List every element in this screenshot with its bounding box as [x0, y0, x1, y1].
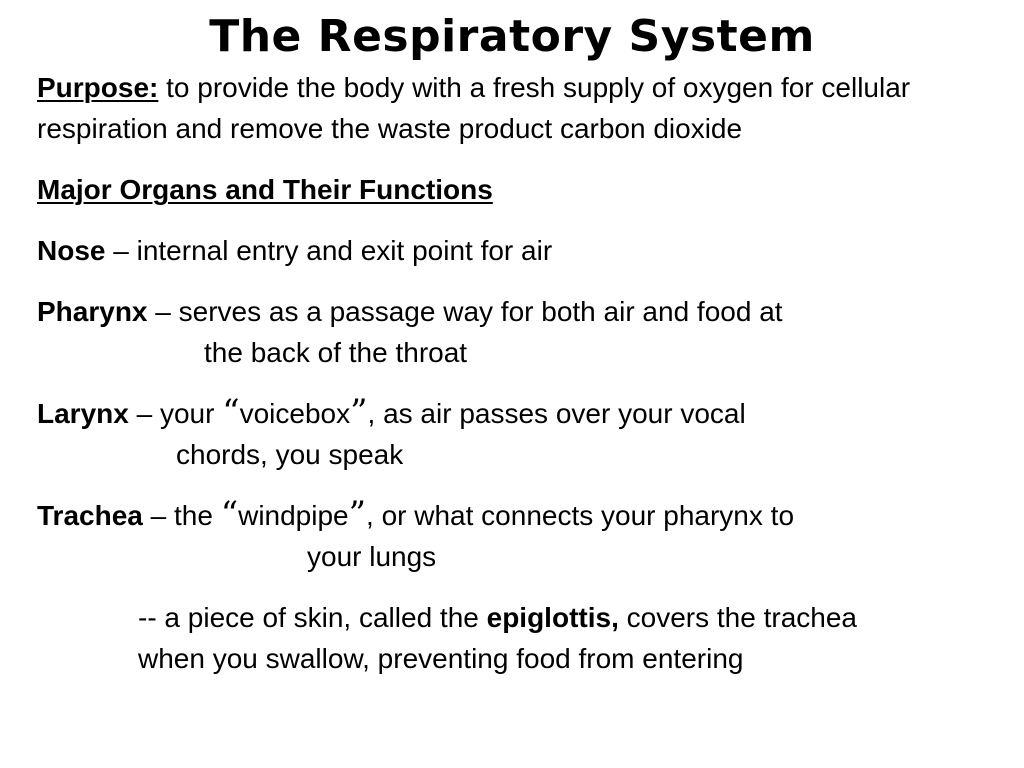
organ-trachea — [37, 495, 997, 577]
purpose-text: to provide the body with a fresh supply of oxygen for cellular respiration and remove the waste product carbon dioxide — [37, 72, 911, 144]
epiglottis-note — [138, 597, 918, 679]
organ-term-trachea: Trachea — [37, 500, 143, 531]
organ-pharynx — [37, 291, 997, 373]
open-quote: “ — [222, 392, 240, 432]
close-quote: ” — [350, 392, 368, 432]
organ-desc-trachea-quoted: windpipe — [238, 500, 349, 531]
open-quote: “ — [220, 494, 239, 534]
slide-title: The Respiratory System — [209, 11, 815, 62]
organ-larynx — [37, 393, 997, 475]
organ-desc-larynx-pre: – your — [128, 398, 223, 429]
close-quote: ” — [348, 494, 367, 534]
note-post: covers the trachea when you swallow, preventing food from entering — [138, 602, 857, 674]
organ-desc-pharynx: – serves as a passage way for both air and food at — [147, 296, 783, 327]
organ-desc-pharynx-cont: the back of the throat — [204, 337, 468, 368]
purpose-label: Purpose: — [37, 72, 159, 103]
organ-desc-larynx-cont: chords, you speak — [176, 439, 404, 470]
organ-desc-trachea-cont: your lungs — [307, 541, 437, 572]
organ-term-larynx: Larynx — [37, 398, 129, 429]
note-term-epiglottis: epiglottis, — [486, 602, 619, 633]
organ-term-pharynx: Pharynx — [37, 296, 148, 327]
slide-body — [37, 67, 997, 679]
organ-term-nose: Nose — [37, 235, 106, 266]
organ-desc-nose: – internal entry and exit point for air — [105, 235, 553, 266]
section-heading — [37, 169, 997, 210]
organ-desc-larynx-post: , as air passes over your vocal — [367, 398, 746, 429]
organ-desc-trachea-pre: – the — [142, 500, 221, 531]
note-pre: -- a piece of skin, called the — [138, 602, 487, 633]
purpose-paragraph — [37, 67, 997, 149]
section-heading-text: Major Organs and Their Functions — [37, 174, 493, 205]
organ-nose — [37, 230, 997, 271]
organ-desc-trachea-post: , or what connects your pharynx to — [366, 500, 795, 531]
organ-desc-larynx-quoted: voicebox — [239, 398, 351, 429]
